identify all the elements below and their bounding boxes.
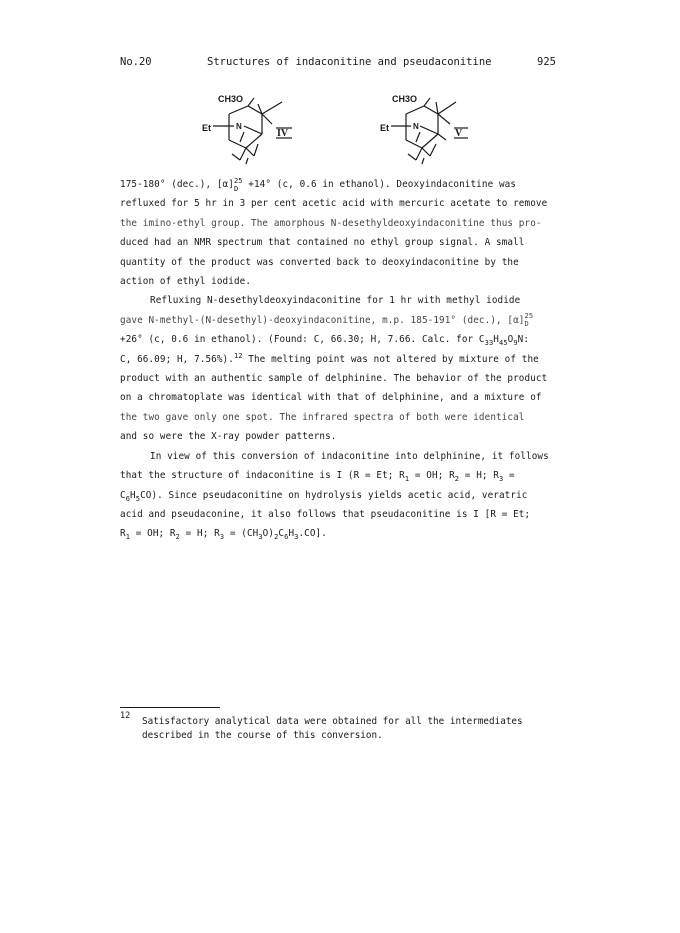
structure-iv [202, 94, 292, 164]
running-title: Structures of indaconitine and pseudaconitine [207, 56, 492, 68]
nitrogen-label-v: N [413, 122, 419, 131]
text-line: refluxed for 5 hr in 3 per cent acetic acid with mercuric acetate to remove [120, 198, 548, 210]
text-line: that the structure of indaconitine is I (R = Et; $R_1$ = OH; $R_2 = H$; $R_3$ = [120, 470, 515, 483]
ethyl-label-iv: Et [202, 123, 211, 133]
structure-diagrams [0, 88, 680, 168]
text-line: In view of this conversion of indaconitine into delphinine, it follows [150, 450, 549, 462]
text-line: action of ethyl iodide. [120, 276, 252, 288]
ethyl-label-v: Et [380, 123, 389, 133]
structure-v [380, 94, 468, 164]
text-line: C, 66.09; H, 7.56%).$^{12}$ The melting point was not altered by mixture of the [120, 351, 539, 365]
footnote-divider [120, 707, 220, 708]
text-line: 175-180° (dec.), [α] 25 D +14° (c, 0.6 in ethanol). Deoxyindaconitine was [120, 176, 517, 193]
text-line: duced had an NMR spectrum that contained no ethyl group signal. A small [120, 237, 525, 249]
text-line: gave N-methyl-(N-desethyl)-deoxyindaconitine, m.p. 185-191° (dec.), [α] 25 D [120, 312, 534, 329]
text-line: +26° (c, 0.6 in ethanol). (Found: C, 66.30; H, 7.66. Calc. for $C_{33}H_{45}O_9N$: [120, 334, 530, 348]
structure-label-iv: IV [277, 128, 289, 139]
text-line: $C_6H_5CO$). Since pseudaconitine on hydrolysis yields acetic acid, veratric [120, 489, 528, 503]
body-text [120, 175, 568, 544]
text-line: the two gave only one spot. The infrared spectra of both were identical [120, 411, 525, 423]
nitrogen-label-iv: N [236, 122, 242, 131]
page-number: 925 [537, 56, 556, 68]
text-line: $R_1$ = OH; $R_2 = H$; $R_3 = (CH_3O)_2C_6H_3.CO$]. [120, 528, 327, 542]
structure-label-v: V [455, 128, 463, 139]
methoxy-label-v: CH3O [392, 94, 418, 104]
methoxy-label-iv: CH3O [218, 94, 244, 104]
text-line: quantity of the product was converted back to deoxyindaconitine by the [120, 256, 519, 268]
footnote-ref[interactable]: 12 [233, 351, 243, 360]
text-line: acid and pseudaconine, it also follows that pseudaconitine is I [R = Et; [120, 508, 531, 520]
journal-issue: No.20 [120, 56, 152, 68]
footnote-line: described in the course of this conversion. [142, 730, 383, 741]
text-line: Refluxing N-desethyldeoxyindaconitine for 1 hr with methyl iodide [150, 295, 521, 307]
footnote-mark: 12 [120, 711, 131, 721]
footnote-line: Satisfactory analytical data were obtained for all the intermediates [142, 716, 523, 727]
text-line: product with an authentic sample of delphinine. The behavior of the product [120, 373, 548, 385]
footnote [120, 711, 560, 743]
text-line: and so were the X-ray powder patterns. [120, 431, 337, 443]
structure-svg [0, 88, 680, 168]
text-line: on a chromatoplate was identical with that of delphinine, and a mixture of [120, 392, 542, 404]
text-line: the imino-ethyl group. The amorphous N-desethyldeoxyindaconitine thus pro- [120, 217, 542, 229]
